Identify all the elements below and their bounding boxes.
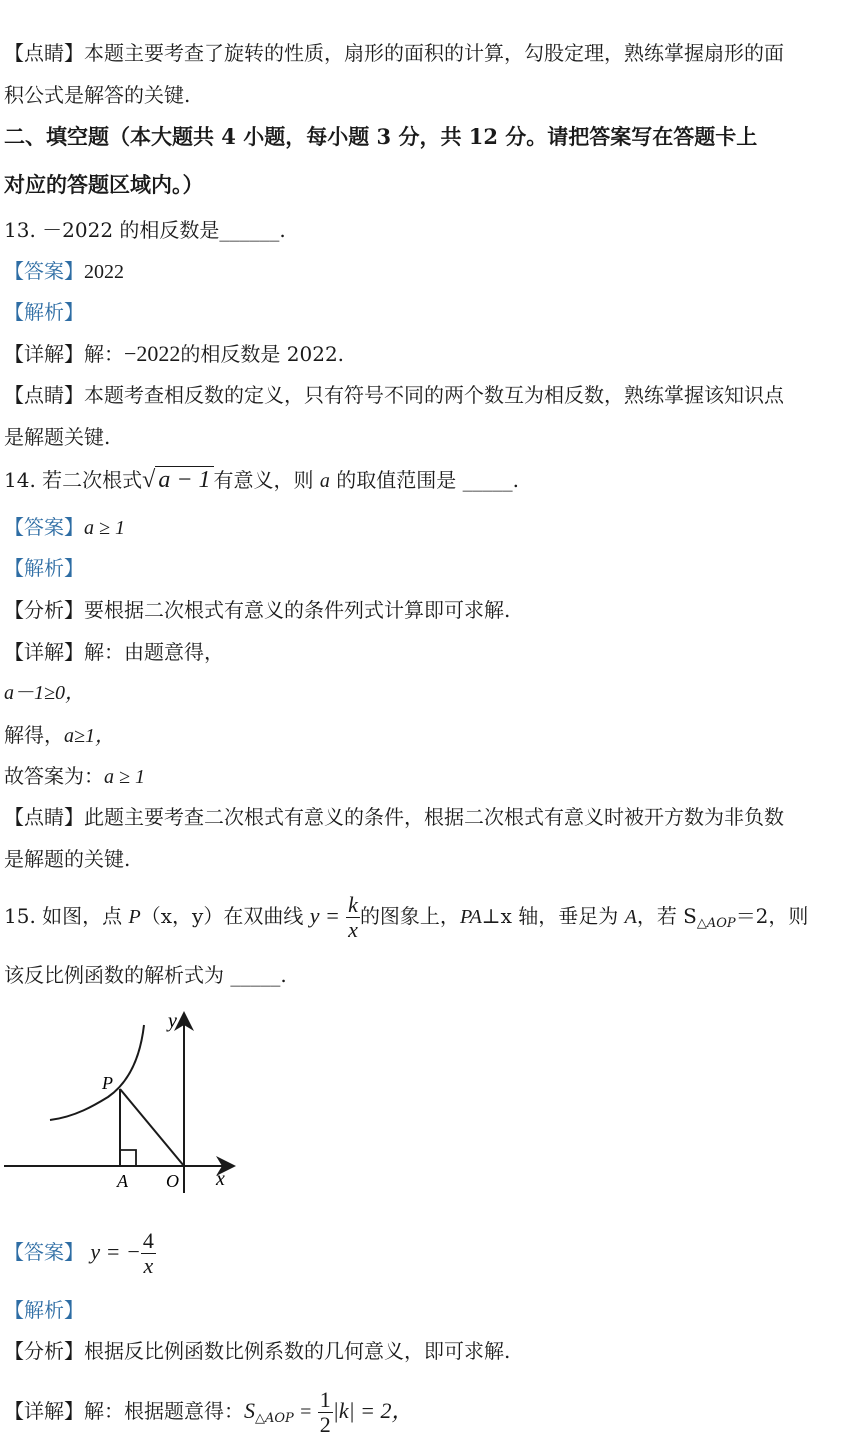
q14-dianjing-line1: 【点睛】此题主要考查二次根式有意义的条件，根据二次根式有意义时被开方数为非负数	[4, 805, 784, 829]
q14-step2-pre: 解得，	[4, 723, 64, 747]
q14-step1: a－1≥0，	[4, 682, 85, 704]
detail-label: 【详解】解：	[4, 342, 124, 366]
q15-answer-fraction	[141, 1229, 156, 1278]
fraction-numerator: 4	[142, 1228, 154, 1253]
prev-dianjing-line1: 【点睛】本题主要考查了旋转的性质，扇形的面积的计算，勾股定理，熟练掌握扇形的面	[4, 41, 784, 65]
q15-sub: △AOP	[696, 916, 736, 931]
q13-detail-text: 的相反数是 2022.	[180, 342, 345, 366]
q14-answer-line	[4, 513, 841, 542]
q15-detail-fraction	[318, 1388, 333, 1437]
fraction-denominator: x	[141, 1253, 156, 1278]
q14-step3-pre: 故答案为：	[4, 764, 104, 788]
q14-question	[4, 466, 841, 495]
q15-detail-eq: =	[300, 1401, 312, 1423]
sqrt-expression: √ a − 1	[142, 466, 213, 494]
q13-jiexi-label: 【解析】	[4, 300, 84, 324]
q15-answer-line	[4, 1224, 841, 1280]
prev-dianjing-line2: 积公式是解答的关键.	[4, 83, 191, 107]
label-x: x	[216, 1168, 225, 1190]
q14-dianjing-line2: 是解题的关键.	[4, 847, 131, 871]
answer-label: 【答案】	[4, 515, 84, 539]
q15-detail-sub: △AOP	[255, 1411, 294, 1426]
fraction-numerator: k	[348, 892, 358, 917]
q13-question: 13. －2022 的相反数是______.	[4, 218, 286, 242]
right-angle-mark	[120, 1150, 136, 1166]
hyperbola-figure	[0, 1005, 245, 1195]
hyperbola-curve	[50, 1025, 144, 1120]
q15-fenxi: 【分析】根据反比例函数比例系数的几何意义，即可求解.	[4, 1339, 511, 1363]
q13-detail-math: −2022	[124, 341, 181, 366]
q14-step2	[4, 721, 841, 750]
q14-question-post: 的取值范围是 _____.	[336, 468, 519, 492]
q15-question-line1	[4, 888, 841, 952]
q15-detail-s: S	[244, 1398, 255, 1423]
fraction-numerator: 1	[319, 1387, 331, 1412]
fraction-denominator: x	[348, 917, 358, 942]
q15-fraction	[346, 893, 360, 942]
label-o: O	[166, 1171, 179, 1191]
q15-eq-text: ＝2，则	[735, 904, 809, 928]
q14-jiexi-label: 【解析】	[4, 556, 84, 580]
q15-answer-y: y = −	[90, 1239, 141, 1264]
q14-step2-math: a≥1，	[64, 725, 115, 747]
q14-answer: a ≥ 1	[84, 517, 125, 539]
q13-dianjing-line2: 是解题关键.	[4, 425, 111, 449]
label-p: P	[102, 1073, 113, 1093]
answer-label: 【答案】	[4, 259, 84, 283]
q13-answer-line	[4, 257, 841, 286]
q15-question-mid: 在双曲线	[223, 904, 304, 928]
q15-question-line2: 该反比例函数的解析式为 _____.	[4, 963, 287, 987]
q15-detail-abs: |k| = 2，	[332, 1398, 414, 1423]
q15-y-equals: y =	[309, 903, 340, 928]
q14-question-mid: 有意义，则	[213, 468, 314, 492]
q15-point: P	[128, 906, 141, 928]
perp-symbol: ⊥	[481, 904, 501, 928]
q14-detail: 【详解】解：由题意得，	[4, 640, 224, 664]
q15-pa: PA	[459, 906, 482, 928]
q13-answer: 2022	[84, 261, 124, 283]
q15-detail	[4, 1383, 841, 1447]
label-y: y	[168, 1010, 177, 1032]
q14-fenxi: 【分析】要根据二次根式有意义的条件列式计算即可求解.	[4, 598, 511, 622]
sqrt-radicand: a − 1	[155, 466, 213, 493]
q14-var: a	[319, 470, 330, 492]
q13-detail	[4, 340, 841, 368]
q15-xaxis-text: x 轴，垂足为	[500, 904, 619, 928]
label-a: A	[117, 1171, 128, 1191]
q13-dianjing-line1: 【点睛】本题考查相反数的定义，只有符号不同的两个数互为相反数，熟练掌握该知识点	[4, 383, 784, 407]
q14-step3-math: a ≥ 1	[104, 766, 145, 788]
q14-question-pre: 14. 若二次根式	[4, 468, 143, 492]
q15-jiexi-label: 【解析】	[4, 1298, 84, 1322]
q15-if-text: ，若 S	[636, 904, 697, 928]
q15-a: A	[624, 906, 637, 928]
fraction-denominator: 2	[319, 1412, 331, 1437]
answer-label: 【答案】	[4, 1240, 84, 1264]
section-heading-line2: 对应的答题区域内。）	[4, 172, 204, 197]
q15-coords: （x，y）	[140, 904, 224, 928]
q14-step3	[4, 762, 841, 791]
segment-po	[120, 1089, 184, 1166]
q15-question-after: 的图象上，	[359, 904, 460, 928]
section-heading-line1: 二、填空题（本大题共 4 小题，每小题 3 分，共 12 分。请把答案写在答题卡上	[4, 124, 758, 149]
q15-question-pre: 15. 如图，点	[4, 904, 123, 928]
q15-detail-pre: 【详解】解：根据题意得：	[4, 1399, 244, 1423]
